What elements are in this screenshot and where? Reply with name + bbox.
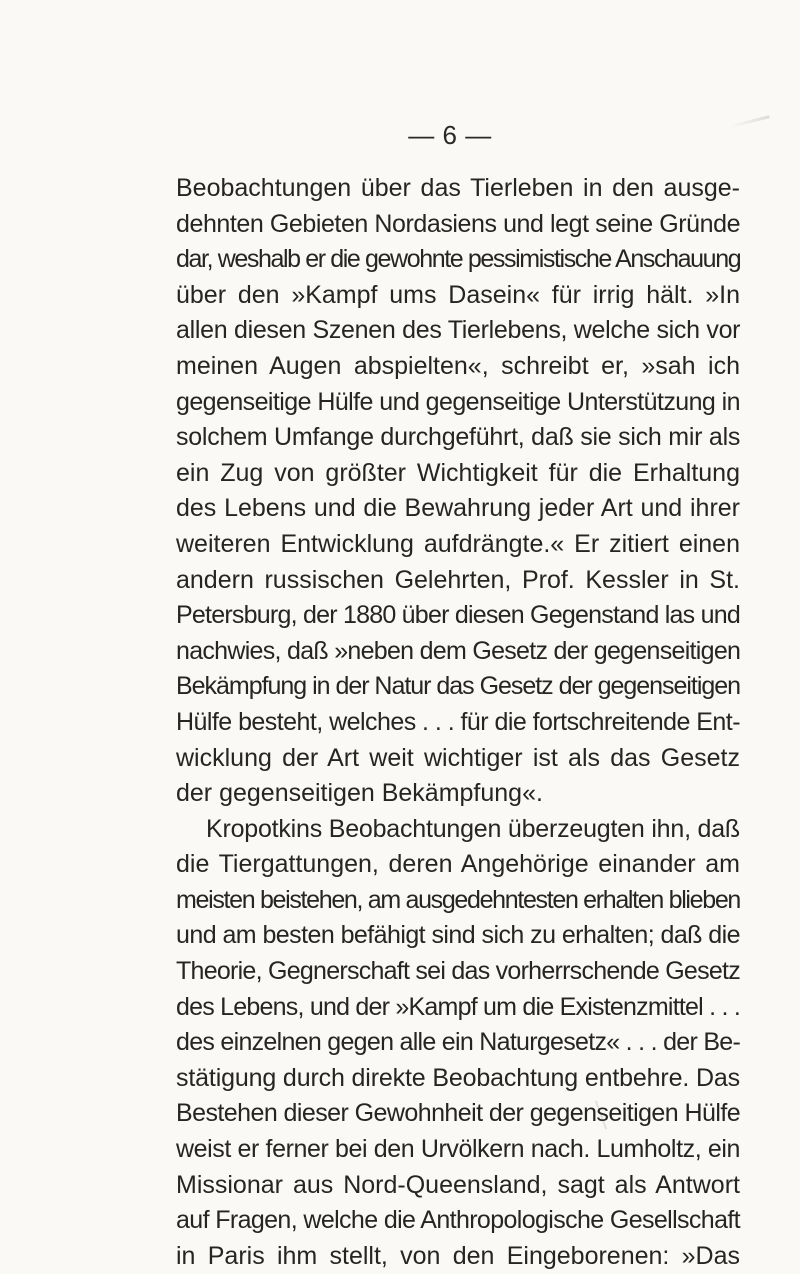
text-line: Bestehen dieser Gewohnheit der gegenseitigen Hülfe xyxy=(176,1099,741,1128)
page-number: — 6 — xyxy=(408,120,492,150)
text-line: Theorie, Gegnerschaft sei das vorherrschende Gesetz xyxy=(176,957,740,986)
text-line: gegenseitige Hülfe und gegenseitige Unterstützung in xyxy=(176,387,740,416)
text-line: des einzelnen gegen alle ein Naturgesetz« . . . der Be- xyxy=(176,1028,741,1057)
text-line: allen diesen Szenen des Tierlebens, welche sich vor xyxy=(176,316,741,345)
text-line: Bekämpfung in der Natur das Gesetz der gegenseitigen xyxy=(176,672,741,701)
paragraph xyxy=(176,812,740,1274)
text-line: des Lebens und die Bewahrung jeder Art und ihrer xyxy=(176,494,740,523)
text-line: dar, weshalb er die gewohnte pessimistische Anschauung xyxy=(176,245,741,274)
text-line: weist er ferner bei den Urvölkern nach. Lumholtz, ein xyxy=(176,1135,740,1164)
text-line: andern russischen Gelehrten, Prof. Kessler in St. xyxy=(176,565,740,594)
text-line: die Tiergattungen, deren Angehörige einander am xyxy=(176,850,740,879)
text-line: Petersburg, der 1880 über diesen Gegenstand las und xyxy=(176,601,740,630)
text-line: über den »Kampf ums Dasein« für irrig hält. »In xyxy=(176,280,740,309)
text-line: stätigung durch direkte Beobachtung entbehre. Das xyxy=(176,1063,740,1092)
text-line: meinen Augen abspielten«, schreibt er, »sah ich xyxy=(176,351,740,380)
text-line: dehnten Gebieten Nordasiens und legt seine Gründe xyxy=(176,209,741,238)
text-line: in Paris ihm stellt, von den Eingeborenen: »Das xyxy=(176,1241,740,1270)
paragraph xyxy=(176,171,740,812)
text-line: ein Zug von größter Wichtigkeit für die Erhaltung xyxy=(176,458,740,487)
text-line: Kropotkins Beobachtungen überzeugten ihn, daß xyxy=(206,814,740,843)
text-line: Hülfe besteht, welches . . . für die fortschreitende Ent- xyxy=(176,707,740,736)
text-line: wicklung der Art weit wichtiger ist als das Gesetz xyxy=(176,743,740,772)
text-line: Beobachtungen über das Tierleben in den ausge- xyxy=(176,174,740,202)
text-line: auf Fragen, welche die Anthropologische Gesellschaft xyxy=(176,1206,740,1235)
text-line: Missionar aus Nord-Queensland, sagt als Antwort xyxy=(176,1170,740,1199)
text-line: des Lebens, und der »Kampf um die Existenzmittel . . . xyxy=(176,992,740,1021)
text-line: der gegenseitigen Bekämpfung«. xyxy=(176,779,543,808)
text-line: meisten beistehen, am ausgedehntesten erhalten blieben xyxy=(176,885,740,914)
text-line: weiteren Entwicklung aufdrängte.« Er zitiert einen xyxy=(176,529,740,558)
text-line: solchem Umfange durchgeführt, daß sie sich mir als xyxy=(176,423,741,452)
page-body xyxy=(176,171,740,1274)
text-line: und am besten befähigt sind sich zu erhalten; daß die xyxy=(176,921,740,950)
text-line: nachwies, daß »neben dem Gesetz der gegenseitigen xyxy=(176,636,741,665)
